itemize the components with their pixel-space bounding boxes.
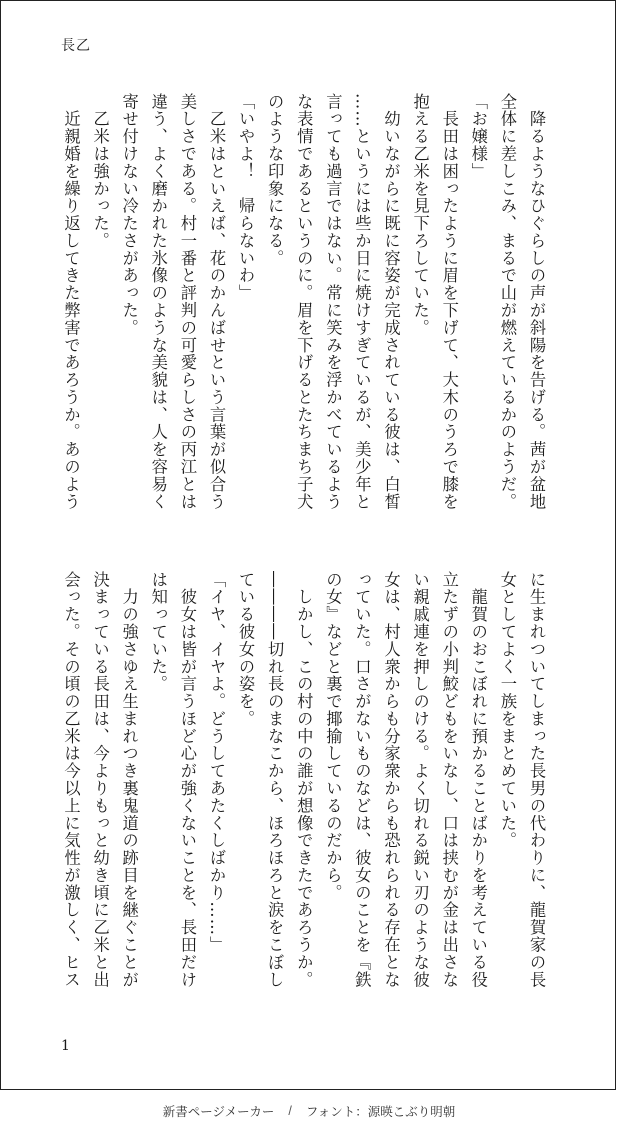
text-column: 女としてよく一族をまとめていた。: [497, 571, 517, 850]
text-column: の女』などと裏で揶揄しているのだから。: [323, 571, 343, 902]
text-column: い親戚連を押しのける。よく切れる鋭い刃のような彼: [410, 571, 430, 989]
page-number: 1: [61, 1038, 70, 1054]
footer-font-label: フォント：源暎こぶり明朝: [305, 1105, 456, 1119]
text-column: 乙米は強かった。: [90, 93, 110, 250]
text-column: 力の強さゆえ生まれつき裏鬼道の跡目を継ぐことが: [119, 571, 139, 989]
footer-separator: /: [288, 1104, 292, 1118]
text-column: 幼いながらに既に容姿が完成されている彼は、白皙: [381, 93, 401, 511]
text-column: に生まれついてしまった長男の代わりに、龍賀家の長: [527, 571, 546, 989]
text-column: ――――切れ長のまなこから、ほろほろと涙をこぼし: [265, 571, 285, 989]
text-column: な表情であるというのに。眉を下げるとたちまち子犬: [294, 93, 314, 511]
text-column: 「いやよ！ 帰らないわ」: [236, 93, 256, 302]
text-column: 美しさである。村一番と評判の可愛らしさの丙江とは: [177, 93, 197, 511]
text-column: 近親婚を繰り返してきた弊害であろうか。あのよう: [61, 93, 81, 511]
text-block-bottom: [61, 571, 546, 1007]
text-column: 彼女は皆が言うほど心が強くないことを、長田だけ: [177, 571, 197, 989]
text-column: 決まっている長田は、今よりもっと幼き頃に乙米と出: [90, 571, 110, 989]
text-column: のような印象になる。: [265, 93, 285, 267]
text-column: 「お嬢様」: [468, 93, 488, 180]
text-column: 龍賀のおこぼれに預かることばかりを考えている役: [468, 571, 488, 989]
text-column: 乙米はといえば、花のかんばせという言葉が似合う: [206, 93, 226, 511]
text-column: っていた。口さがないものなどは、彼女のことを『鉄: [352, 571, 372, 989]
text-column: 寄せ付けない冷たさがあった。: [119, 93, 139, 337]
text-column: 抱える乙米を見下ろしていた。: [410, 93, 430, 337]
footer-app-name: 新書ページメーカー: [162, 1105, 275, 1119]
text-column: 降るようなひぐらしの声が斜陽を告げる。茜が盆地: [527, 93, 546, 511]
text-column: ……というには些か日に焼けすぎているが、美少年と: [352, 93, 372, 511]
text-column: 「イヤ、イヤよ。どうしてあたくしばかり……」: [206, 571, 226, 954]
footer-credit: [0, 1090, 618, 1132]
text-column: ている彼女の姿を。: [236, 571, 256, 728]
text-column: 言っても過言ではない。常に笑みを浮かべているよう: [323, 93, 343, 511]
text-column: 全体に差しこみ、まるで山が燃えているかのようだ。: [497, 93, 517, 511]
text-column: 立たずの小判鮫どもをいなし、口は挟むが金は出さな: [439, 571, 459, 989]
text-column: 会った。その頃の乙米は今以上に気性が激しく、ヒス: [61, 571, 81, 989]
text-column: は知っていた。: [148, 571, 168, 693]
text-column: 長田は困ったように眉を下げて、大木のうろで膝を: [439, 93, 459, 511]
text-column: しかし、この村の中の誰が想像できたであろうか。: [294, 571, 314, 989]
header-title: 長乙: [61, 38, 91, 54]
text-column: 違う、よく磨かれた氷像のような美貌は、人を容易く: [148, 93, 168, 511]
text-block-top: [61, 93, 546, 529]
text-column: 女は、村人衆からも分家衆からも恐れられる存在とな: [381, 571, 401, 989]
